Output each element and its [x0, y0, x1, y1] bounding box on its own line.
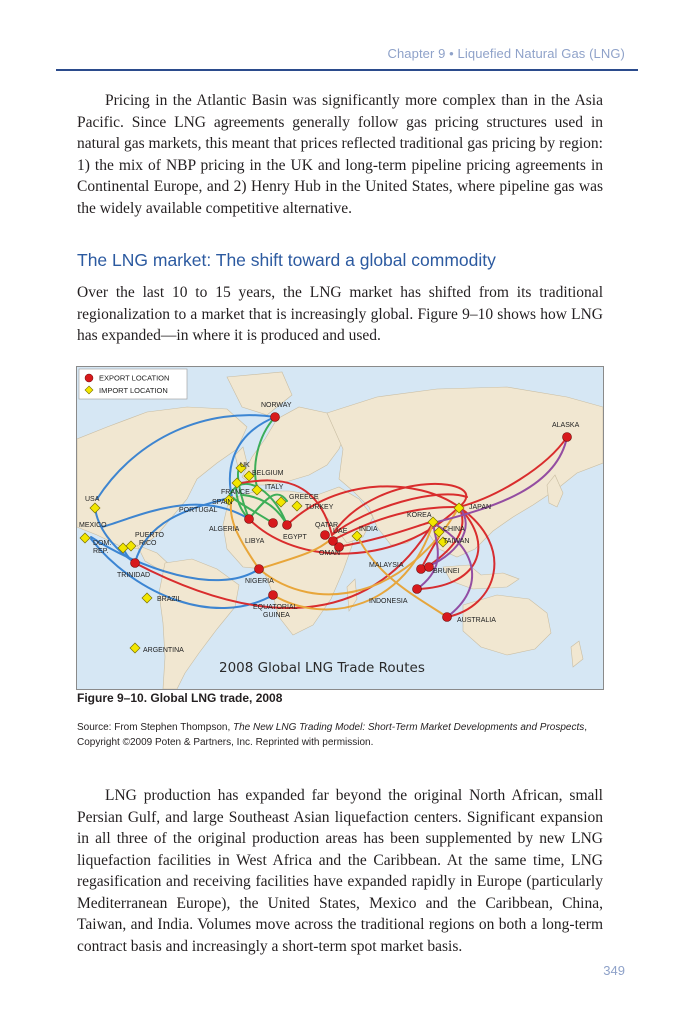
- label-eq-guinea-2: GUINEA: [263, 612, 290, 619]
- label-uk: UK: [240, 462, 250, 469]
- export-marker-algeria: [245, 515, 254, 524]
- running-head: Chapter 9 • Liquefied Natural Gas (LNG): [387, 46, 625, 61]
- section-heading: The LNG market: The shift toward a global commodity: [77, 250, 496, 270]
- label-india: INDIA: [359, 526, 378, 533]
- label-australia: AUSTRALIA: [457, 617, 496, 624]
- label-china: CHINA: [443, 526, 465, 533]
- export-marker-nigeria: [255, 565, 264, 574]
- label-puerto-rico-2: RICO: [139, 540, 157, 547]
- page-number: 349: [603, 963, 625, 978]
- header-rule: [56, 69, 638, 71]
- lng-trade-map-figure: [76, 366, 604, 690]
- label-mexico: MEXICO: [79, 522, 107, 529]
- label-algeria: ALGERIA: [209, 526, 240, 533]
- legend-export-label: EXPORT LOCATION: [99, 373, 170, 383]
- paragraph-atlantic-pricing: Pricing in the Atlantic Basin was significantly more complex than in the Asia Pacific. Since LNG agreements generally follow gas pricing structures used in natural gas markets, this meant that prices reflected traditional gas pricing by region: 1) the mix of NBP pricing in the UK and long-term pipeline pricing agreements in Continental Europe, and 2) Henry Hub in the United States, where pipeline gas was the widely available competitive alternative.: [77, 92, 603, 217]
- export-marker-malaysia: [417, 565, 426, 574]
- import-marker-brazil: [142, 593, 152, 603]
- legend-import-label: IMPORT LOCATION: [99, 386, 168, 395]
- label-france: FRANCE: [221, 489, 250, 496]
- label-brunei: BRUNEI: [433, 568, 460, 575]
- label-trinidad: TRINIDAD: [117, 572, 151, 579]
- source-prefix: Source: From Stephen Thompson,: [77, 722, 234, 733]
- label-oman: OMAN: [319, 550, 340, 557]
- label-argentina: ARGENTINA: [143, 647, 184, 654]
- new-zealand-land: [571, 641, 583, 667]
- label-uae: UAE: [333, 528, 348, 535]
- label-indonesia: INDONESIA: [369, 598, 408, 605]
- label-egypt: EGYPT: [283, 534, 307, 541]
- label-puerto-rico-1: PUERTO: [135, 532, 164, 539]
- export-marker-indonesia: [413, 585, 422, 594]
- map-legend: [79, 369, 187, 399]
- label-libya: LIBYA: [245, 538, 265, 545]
- import-marker-mexico: [80, 533, 90, 543]
- label-brazil: BRAZIL: [157, 596, 182, 603]
- label-spain: SPAIN: [212, 499, 233, 506]
- import-marker-france: [232, 478, 242, 488]
- map-title: 2008 Global LNG Trade Routes: [219, 660, 425, 676]
- label-taiwan: TAIWAN: [443, 538, 470, 545]
- paragraph-lng-production: LNG production has expanded far beyond the original North African, small Persian Gulf, and large Southeast Asian liquefaction centers. Significant expansion in all three of the original production areas has been supplemented by new LNG liquefaction facilities in West Africa and the Caribbean. At the same time, LNG regasification and receiving facilities have expanded rapidly in Europe (particularly Mediterranean Europe), the United States, Mexico and the Caribbean, China, Taiwan, and India. Volumes move across the traditional regions on both a long-term contract basis and increasingly a short-term spot market basis.: [77, 787, 603, 955]
- label-malaysia: MALAYSIA: [369, 562, 404, 569]
- label-italy: ITALY: [265, 484, 284, 491]
- export-marker-egypt: [283, 521, 292, 530]
- legend-export-icon: [85, 374, 93, 382]
- label-turkey: TURKEY: [305, 504, 334, 511]
- world-map: [77, 367, 603, 689]
- label-portugal: PORTUGAL: [179, 507, 218, 514]
- label-belgium: BELGIUM: [252, 470, 284, 477]
- export-marker-qatar: [321, 531, 330, 540]
- label-norway: NORWAY: [261, 402, 292, 409]
- source-title: The New LNG Trading Model: Short-Term Market Developments and Prospects: [233, 722, 585, 733]
- export-marker-eq-guinea: [269, 591, 278, 600]
- label-nigeria: NIGERIA: [245, 578, 274, 585]
- export-marker-trinidad: [131, 559, 140, 568]
- label-greece: GREECE: [289, 494, 319, 501]
- label-japan: JAPAN: [469, 504, 492, 511]
- export-marker-australia: [443, 613, 452, 622]
- export-marker-libya: [269, 519, 278, 528]
- source-suffix: , Copyright ©2009 Poten & Partners, Inc. Reprinted with permission.: [77, 722, 588, 748]
- figure-source-note: [77, 720, 603, 750]
- label-alaska: ALASKA: [552, 422, 580, 429]
- paragraph-lng-market-shift: Over the last 10 to 15 years, the LNG market has shifted from its traditional regionalization to a market that is increasingly global. Figure 9–10 shows how LNG has expanded—in where it is produced and used.: [77, 284, 603, 344]
- export-marker-alaska: [563, 433, 572, 442]
- label-usa: USA: [85, 496, 100, 503]
- figure-caption-title: Figure 9–10. Global LNG trade, 2008: [77, 691, 283, 705]
- import-marker-argentina: [130, 643, 140, 653]
- label-dom-rep-2: REP.: [93, 548, 109, 555]
- label-korea: KOREA: [407, 512, 432, 519]
- label-qatar: QATAR: [315, 522, 339, 529]
- label-eq-guinea-1: EQUATORIAL: [253, 604, 298, 611]
- export-marker-norway: [271, 413, 280, 422]
- label-dom-rep-1: DOM.: [93, 540, 112, 547]
